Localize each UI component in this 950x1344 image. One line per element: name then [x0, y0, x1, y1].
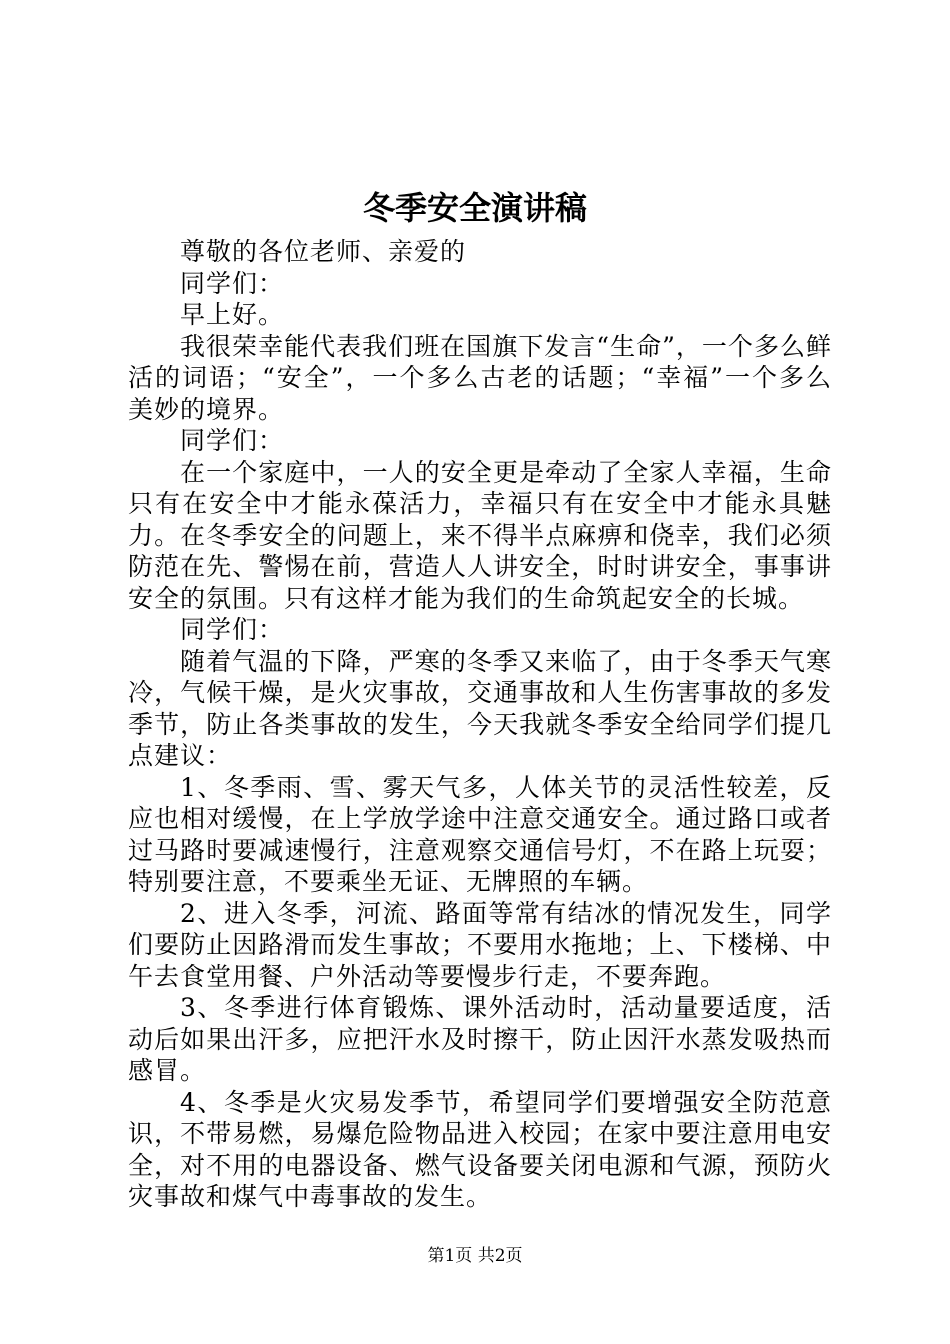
- paragraph-salutation-students: 同学们：: [180, 268, 285, 298]
- document-title: 冬季安全演讲稿: [362, 189, 587, 227]
- paragraph-suggestion-1: 1、冬季雨、雪、雾天气多，人体关节的灵活性较差，反应也相对缓慢，在上学放学途中注意交通安全。通过路口或者过马路时要减速慢行，注意观察交通信号灯，不在路上玩耍；特别要注意，不要乘坐无证、无牌照的车辆。: [128, 772, 832, 896]
- paragraph-suggestion-4: 4、冬季是火灾易发季节，希望同学们要增强安全防范意识，不带易燃，易爆危险物品进入校园；在家中要注意用电安全，对不用的电器设备、燃气设备要关闭电源和气源，预防火灾事故和煤气中毒事故的发生。: [128, 1087, 832, 1211]
- document-body: [128, 236, 832, 1213]
- paragraph-suggestion-2: 2、进入冬季，河流、路面等常有结冰的情况发生，同学们要防止因路滑而发生事故；不要用水拖地；上、下楼梯、中午去食堂用餐、户外活动等要慢步行走，不要奔跑。: [128, 898, 832, 991]
- paragraph-address-2: 同学们：: [180, 615, 285, 644]
- paragraph-family-safety: 在一个家庭中，一人的安全更是牵动了全家人幸福，生命只有在安全中才能永葆活力，幸福只有在安全中才能永具魅力。在冬季安全的问题上，来不得半点麻痹和侥幸，我们必须防范在先、警惕在前，营造人人讲安全，时时讲安全，事事讲安全的氛围。只有这样才能为我们的生命筑起安全的长城。: [128, 457, 832, 613]
- paragraph-intro: 我很荣幸能代表我们班在国旗下发言“生命”，一个多么鲜活的词语；“安全”，一个多么古老的话题；“幸福”一个多么美妙的境界。: [128, 331, 832, 424]
- paragraph-greeting: 早上好。: [180, 300, 285, 329]
- paragraph-salutation: 尊敬的各位老师、亲爱的: [180, 237, 467, 266]
- paragraph-winter-intro: 随着气温的下降，严寒的冬季又来临了，由于冬季天气寒冷，气候干燥，是火灾事故，交通事故和人生伤害事故的多发季节，防止各类事故的发生，今天我就冬季安全给同学们提几点建议：: [128, 646, 832, 770]
- paragraph-suggestion-3: 3、冬季进行体育锻炼、课外活动时，活动量要适度，活动后如果出汗多，应把汗水及时擦干，防止因汗水蒸发吸热而感冒。: [128, 993, 832, 1085]
- page-footer: 第1页 共2页: [427, 1246, 523, 1266]
- paragraph-address-1: 同学们：: [180, 426, 285, 455]
